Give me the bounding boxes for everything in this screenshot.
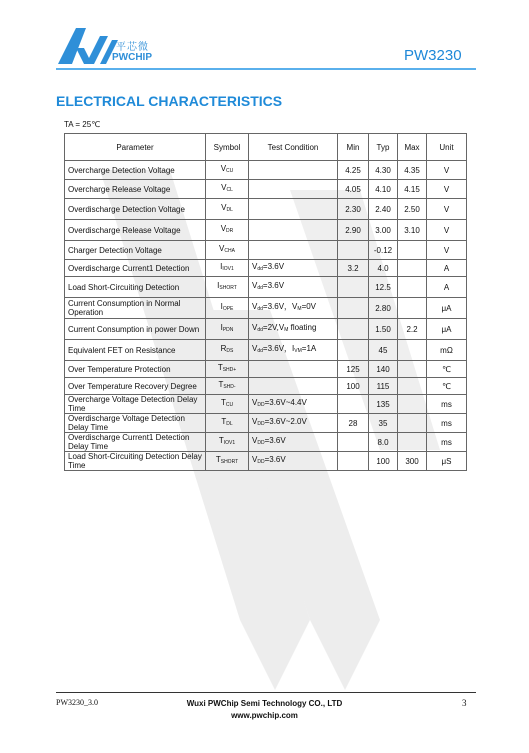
symbol-main: T (220, 398, 226, 407)
table-row (65, 340, 467, 361)
cell-max (398, 241, 427, 260)
table-row (65, 161, 467, 180)
electrical-characteristics-table (64, 133, 467, 471)
condition-main: V (252, 323, 258, 332)
cell-typ: 2.80 (369, 298, 398, 319)
symbol-subscript: IOV1 (222, 266, 234, 272)
condition-sub: DD (257, 459, 265, 465)
condition-main: V (292, 302, 298, 311)
cell-unit: ℃ (427, 378, 467, 395)
condition-sub: VM (294, 348, 302, 354)
symbol-main: I (217, 281, 220, 290)
symbol-subscript: CU (226, 168, 234, 174)
cell-unit: μA (427, 319, 467, 340)
cell-parameter: Overdischarge Voltage Detection Delay Time (65, 414, 206, 433)
condition-main: V (252, 398, 258, 407)
cell-min: 28 (338, 414, 369, 433)
table-row (65, 180, 467, 199)
symbol-main: V (221, 203, 227, 212)
symbol-main: I (220, 262, 223, 271)
header-unit: Unit (427, 134, 467, 161)
condition-rest: =3.6V (262, 281, 285, 290)
table-header-row (65, 134, 467, 161)
cell-min (338, 395, 369, 414)
cell-unit: V (427, 220, 467, 241)
table-row (65, 260, 467, 277)
cell-typ: -0.12 (369, 241, 398, 260)
symbol-subscript: SHD- (223, 384, 236, 390)
cell-max (398, 433, 427, 452)
cell-symbol (206, 180, 249, 199)
cell-test-condition (249, 378, 338, 395)
cell-test-condition (249, 260, 338, 277)
symbol-subscript: IOV1 (223, 440, 236, 446)
condition-sub: DD (257, 421, 265, 427)
cell-test-condition (249, 298, 338, 319)
symbol-subscript: SHORT (219, 285, 237, 291)
cell-max (398, 340, 427, 361)
cell-typ: 1.50 (369, 319, 398, 340)
cell-unit: μS (427, 452, 467, 471)
symbol-main: V (220, 164, 227, 173)
condition-rest: =3.6V (262, 262, 285, 271)
cell-max (398, 414, 427, 433)
cell-test-condition (249, 395, 338, 414)
cell-min (338, 340, 369, 361)
company-website: www.pwchip.com (231, 711, 298, 720)
cell-typ: 12.5 (369, 277, 398, 298)
condition-sub: DD (257, 402, 265, 408)
cell-typ: 2.40 (369, 199, 398, 220)
cell-max (398, 298, 427, 319)
cell-symbol (206, 340, 249, 361)
table-row (65, 395, 467, 414)
header-symbol: Symbol (206, 134, 249, 161)
cell-unit: ℃ (427, 361, 467, 378)
table-row (65, 319, 467, 340)
cell-parameter: Equivalent FET on Resistance (65, 340, 206, 361)
cell-typ: 45 (369, 340, 398, 361)
header-parameter: Parameter (65, 134, 206, 161)
symbol-main: T (217, 363, 223, 372)
cell-parameter: Overdischarge Current1 Detection Delay Time (65, 433, 206, 452)
cell-symbol (206, 260, 249, 277)
header-test-condition: Test Condition (249, 134, 338, 161)
cell-symbol (206, 199, 249, 220)
symbol-main: V (221, 183, 227, 192)
symbol-main: R (220, 344, 227, 353)
cell-max (398, 361, 427, 378)
logo-chinese-text: 平芯微 (116, 42, 149, 53)
condition-rest: =3.6V~4.4V (264, 398, 307, 407)
header-max: Max (398, 134, 427, 161)
cell-typ: 115 (369, 378, 398, 395)
cell-symbol (206, 433, 249, 452)
cell-max (398, 378, 427, 395)
cell-parameter: Current Consumption in Normal Operation (65, 298, 206, 319)
table-row (65, 378, 467, 395)
symbol-subscript: SHORT (220, 459, 239, 465)
condition-rest: =2V, (262, 323, 279, 332)
symbol-subscript: CU (225, 402, 234, 408)
cell-unit: ms (427, 433, 467, 452)
condition-rest: =0V (301, 302, 317, 311)
table-row (65, 452, 467, 471)
cell-parameter: Charger Detection Voltage (65, 241, 206, 260)
symbol-subscript: CHA (224, 248, 235, 254)
condition-sub: M (297, 306, 302, 312)
condition-rest: floating (288, 323, 317, 332)
logo-english-text: PWCHIP (112, 52, 152, 63)
cell-unit: μA (427, 298, 467, 319)
cell-symbol (206, 277, 249, 298)
condition-main: V (252, 302, 258, 311)
cell-max: 300 (398, 452, 427, 471)
cell-min (338, 298, 369, 319)
cell-typ: 4.10 (369, 180, 398, 199)
cell-symbol (206, 452, 249, 471)
cell-unit: ms (427, 395, 467, 414)
cell-unit: V (427, 180, 467, 199)
condition-main: V (252, 417, 258, 426)
cell-test-condition (249, 199, 338, 220)
symbol-main: T (221, 417, 227, 426)
condition-main: V (252, 344, 258, 353)
condition-rest: =3.6V， (262, 344, 293, 353)
cell-min: 125 (338, 361, 369, 378)
condition-rest: =3.6V， (262, 302, 293, 311)
condition-rest: =1A (301, 344, 317, 353)
condition-sub: dd (257, 327, 263, 333)
cell-symbol (206, 378, 249, 395)
cell-typ: 35 (369, 414, 398, 433)
cell-unit: mΩ (427, 340, 467, 361)
condition-main: V (252, 436, 258, 445)
cell-unit: ms (427, 414, 467, 433)
symbol-main: V (220, 224, 227, 233)
header-divider (56, 68, 476, 70)
symbol-main: I (220, 323, 223, 332)
table-row (65, 298, 467, 319)
cell-min (338, 277, 369, 298)
cell-symbol (206, 161, 249, 180)
header-min: Min (338, 134, 369, 161)
footer-company-block (0, 698, 529, 722)
cell-typ: 4.0 (369, 260, 398, 277)
cell-test-condition (249, 319, 338, 340)
symbol-main: V (219, 244, 225, 253)
table-row (65, 241, 467, 260)
cell-test-condition (249, 277, 338, 298)
cell-max: 4.35 (398, 161, 427, 180)
cell-test-condition (249, 361, 338, 378)
cell-min: 3.2 (338, 260, 369, 277)
cell-typ: 140 (369, 361, 398, 378)
cell-min (338, 319, 369, 340)
cell-symbol (206, 241, 249, 260)
cell-typ: 100 (369, 452, 398, 471)
condition-main: V (278, 323, 285, 332)
symbol-subscript: SHD+ (222, 367, 237, 373)
symbol-subscript: DS (226, 348, 234, 354)
cell-test-condition (249, 241, 338, 260)
cell-typ: 3.00 (369, 220, 398, 241)
header-typ: Typ (369, 134, 398, 161)
table-row (65, 361, 467, 378)
cell-symbol (206, 298, 249, 319)
cell-unit: V (427, 199, 467, 220)
cell-parameter: Over Temperature Recovery Degree (65, 378, 206, 395)
page-number: 3 (462, 698, 467, 708)
cell-min (338, 433, 369, 452)
symbol-main: T (218, 380, 224, 389)
table-row (65, 277, 467, 298)
cell-max: 3.10 (398, 220, 427, 241)
cell-min (338, 452, 369, 471)
cell-max: 2.2 (398, 319, 427, 340)
cell-max (398, 277, 427, 298)
cell-min: 100 (338, 378, 369, 395)
cell-max (398, 260, 427, 277)
symbol-subscript: DL (226, 207, 233, 213)
model-number: PW3230 (404, 47, 462, 64)
section-title: ELECTRICAL CHARACTERISTICS (56, 93, 283, 109)
symbol-subscript: OPE (222, 306, 234, 312)
cell-typ: 4.30 (369, 161, 398, 180)
cell-parameter: Overcharge Detection Voltage (65, 161, 206, 180)
cell-test-condition (249, 414, 338, 433)
company-name: Wuxi PWChip Semi Technology CO., LTD (186, 699, 343, 708)
cell-parameter: Overdischarge Detection Voltage (65, 199, 206, 220)
cell-parameter: Overcharge Release Voltage (65, 180, 206, 199)
table-row (65, 414, 467, 433)
condition-main: V (252, 281, 258, 290)
cell-min (338, 241, 369, 260)
cell-unit: V (427, 161, 467, 180)
condition-sub: dd (257, 348, 263, 354)
cell-max (398, 395, 427, 414)
condition-sub: dd (257, 266, 263, 272)
condition-sub: dd (257, 306, 263, 312)
cell-symbol (206, 220, 249, 241)
table-row (65, 220, 467, 241)
page-header (0, 0, 529, 80)
cell-test-condition (249, 433, 338, 452)
symbol-subscript: DR (226, 228, 234, 234)
temperature-note: TA = 25℃ (64, 120, 101, 129)
cell-min: 4.25 (338, 161, 369, 180)
cell-test-condition (249, 161, 338, 180)
table-body (65, 161, 467, 471)
symbol-main: I (220, 302, 223, 311)
cell-max: 2.50 (398, 199, 427, 220)
cell-symbol (206, 414, 249, 433)
cell-unit: A (427, 260, 467, 277)
symbol-main: T (215, 455, 221, 464)
cell-typ: 135 (369, 395, 398, 414)
symbol-subscript: DL (226, 421, 233, 427)
footer-divider (56, 692, 476, 693)
condition-main: V (252, 262, 258, 271)
cell-parameter: Current Consumption in power Down (65, 319, 206, 340)
table-row (65, 433, 467, 452)
cell-parameter: Load Short-Circuiting Detection Delay Time (65, 452, 206, 471)
condition-sub: DD (257, 440, 265, 446)
cell-unit: V (427, 241, 467, 260)
cell-symbol (206, 395, 249, 414)
cell-parameter: Overdischarge Current1 Detection (65, 260, 206, 277)
symbol-subscript: PDN (222, 327, 234, 333)
condition-main: I (292, 344, 295, 353)
cell-parameter: Over Temperature Protection (65, 361, 206, 378)
cell-min: 2.30 (338, 199, 369, 220)
cell-unit: A (427, 277, 467, 298)
cell-parameter: Load Short-Circuiting Detection (65, 277, 206, 298)
condition-main: V (252, 455, 258, 464)
table-row (65, 199, 467, 220)
cell-parameter: Overdischarge Release Voltage (65, 220, 206, 241)
cell-test-condition (249, 220, 338, 241)
cell-test-condition (249, 452, 338, 471)
condition-rest: =3.6V~2.0V (264, 417, 307, 426)
condition-sub: dd (257, 285, 263, 291)
cell-max: 4.15 (398, 180, 427, 199)
cell-min: 2.90 (338, 220, 369, 241)
cell-parameter: Overcharge Voltage Detection Delay Time (65, 395, 206, 414)
condition-rest: =3.6V (264, 455, 286, 464)
symbol-main: T (218, 436, 224, 445)
cell-min: 4.05 (338, 180, 369, 199)
doc-version: PW3230_3.0 (56, 698, 98, 707)
cell-typ: 8.0 (369, 433, 398, 452)
symbol-subscript: CL (226, 187, 233, 193)
cell-test-condition (249, 180, 338, 199)
cell-test-condition (249, 340, 338, 361)
cell-symbol (206, 319, 249, 340)
condition-sub: M (284, 327, 289, 333)
condition-rest: =3.6V (264, 436, 286, 445)
cell-symbol (206, 361, 249, 378)
